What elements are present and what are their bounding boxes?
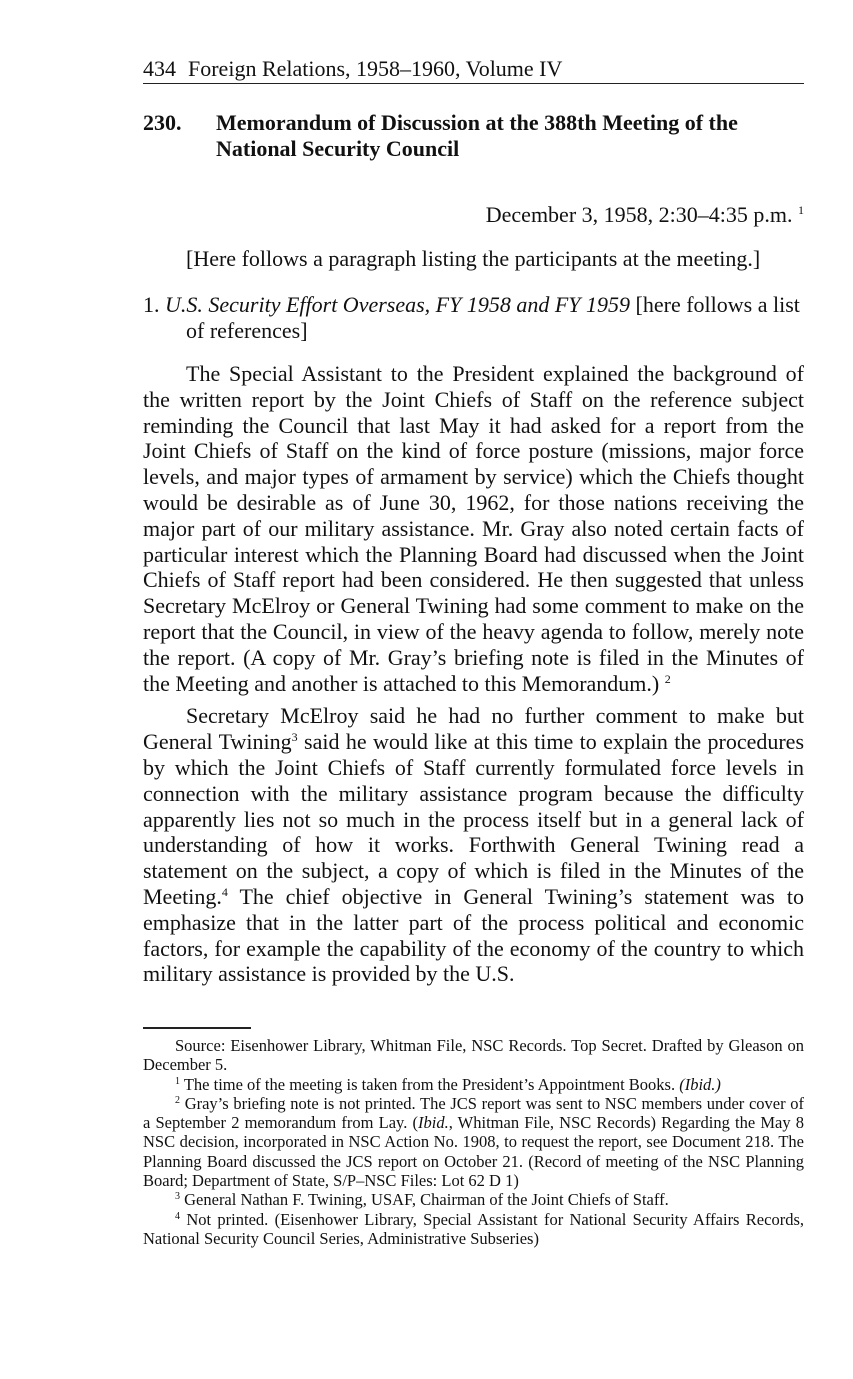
paragraph-2-text-a: Secretary McElroy said he had no further comment to make but General Twining	[143, 703, 804, 755]
paragraph-2-text-b: said he would like at this time to explain the procedures by which the Joint Chiefs of Staff currently formulated force levels in connection with the military assistance program because the difficulty apparently lies not so much in the process itself but in a general lack of understanding of how it works. Forthwith General Twining read a statement on the subject, a copy of which is filed in the Minutes of the Meeting.	[143, 729, 804, 909]
footnote-2	[143, 1094, 804, 1190]
document-number: 230.	[143, 110, 182, 135]
footnote-4	[143, 1210, 804, 1249]
volume-title: Foreign Relations, 1958–1960, Volume IV	[188, 56, 563, 81]
footnote-divider	[143, 1027, 251, 1029]
footnote-2-text-a: Gray’s briefing note is not printed. The JCS report was sent to NSC members under cover of a September 2 memorandum from Lay. (	[143, 1093, 805, 1133]
body-text	[143, 361, 804, 987]
footnotes	[143, 1036, 804, 1248]
footnote-1	[143, 1075, 804, 1094]
footnote-3-text: General Nathan F. Twining, USAF, Chairman of the Joint Chiefs of Staff.	[184, 1190, 669, 1210]
agenda-item	[143, 292, 804, 344]
dateline	[143, 202, 804, 228]
footnote-1-ref: (Ibid.)	[679, 1074, 721, 1094]
footnote-ref-1[interactable]: 1	[798, 203, 804, 217]
footnote-ref-2[interactable]: 2	[664, 671, 671, 686]
footnote-4-text: Not printed. (Eisenhower Library, Special Assistant for National Security Affairs Records, National Security Council Series, Administrative Subseries)	[143, 1209, 804, 1248]
footnote-3	[143, 1190, 804, 1209]
footnote-2-text-b: , Whitman File, NSC Records) Regarding the May 8 NSC decision, incorporated in NSC Action No. 1908, to request the report, see Document 218. The Planning Board discussed the JCS report on October 21. (Record of meeting of the NSC Planning Board; Department of State, S/P–NSC Files: Lot 62 D 1)	[143, 1113, 804, 1191]
running-head	[143, 56, 804, 84]
footnote-4-mark: 4	[175, 1210, 180, 1222]
footnote-ref-4[interactable]: 4	[221, 884, 228, 899]
paragraph-1	[143, 361, 804, 696]
document-title: Memorandum of Discussion at the 388th Meeting of the National Security Council	[216, 110, 738, 161]
agenda-suffix: [here follows a list of references]	[186, 292, 800, 343]
paragraph-2	[143, 703, 804, 987]
dateline-text: December 3, 1958, 2:30–4:35 p.m.	[485, 202, 793, 227]
footnote-2-mark: 2	[175, 1094, 180, 1106]
agenda-title: U.S. Security Effort Overseas, FY 1958 and FY 1959	[165, 292, 631, 317]
footnote-2-ibid: Ibid.	[417, 1113, 449, 1133]
footnote-3-mark: 3	[175, 1191, 180, 1203]
paragraph-1-text: The Special Assistant to the President explained the background of the written report by the Joint Chiefs of Staff on the reference subject reminding the Council that last May it had asked for a report from the Joint Chiefs of Staff on the kind of force posture (missions, major force levels, and major types of armament by service) which the Chiefs thought would be desirable as of June 30, 1962, for those nations receiving the major part of our military assistance. Mr. Gray also noted certain facts of particular interest which the Planning Board had discussed when the Joint Chiefs of Staff report had been considered. He then suggested that unless Secretary McElroy or General Twining had some comment to make on the report that the Council, in view of the heavy agenda to follow, merely note the report. (A copy of Mr. Gray’s briefing note is filed in the Minutes of the Meeting and another is attached to this Memorandum.)	[143, 361, 804, 696]
paragraph-2-text-c: The chief objective in General Twining’s statement was to emphasize that in the latter part of the process political and economic factors, for example the capability of the economy of the country to which military assistance is provided by the U.S.	[143, 883, 804, 987]
editorial-note: [Here follows a paragraph listing the participants at the meeting.]	[186, 246, 761, 271]
page-number: 434	[143, 56, 176, 81]
footnote-1-text: The time of the meeting is taken from the President’s Appointment Books.	[183, 1074, 676, 1094]
footnote-ref-3[interactable]: 3	[291, 730, 298, 745]
source-note: Source: Eisenhower Library, Whitman File, NSC Records. Top Secret. Drafted by Gleason on December 5.	[143, 1036, 804, 1075]
footnote-1-mark: 1	[175, 1075, 180, 1087]
agenda-number: 1.	[143, 292, 160, 317]
